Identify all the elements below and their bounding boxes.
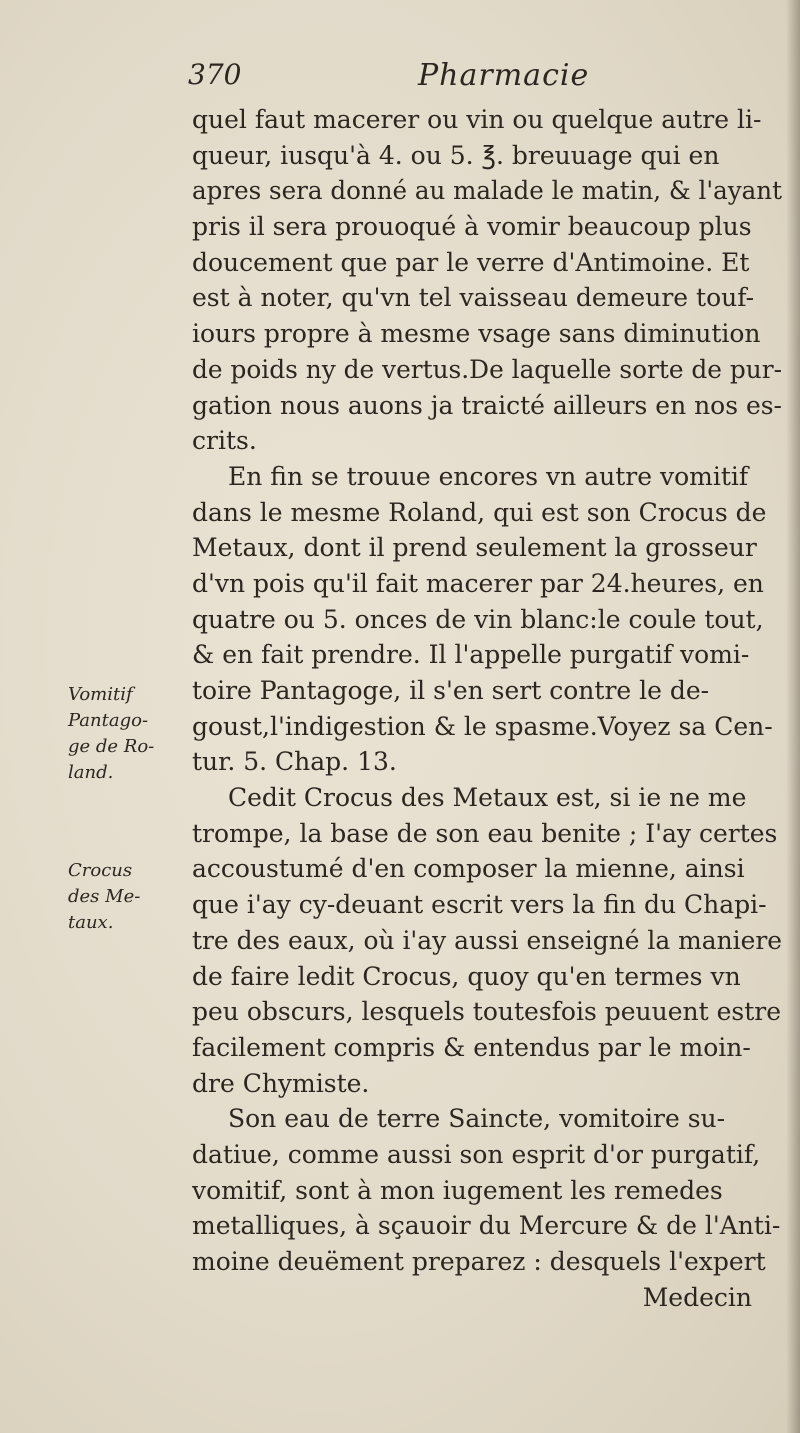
margin-note-line: Vomitif bbox=[68, 684, 133, 705]
page-number: 370 bbox=[188, 58, 242, 91]
text-line: trompe, la base de son eau benite ; I'ay certes bbox=[192, 818, 778, 848]
text-line: dans le mesme Roland, qui est son Crocus de bbox=[192, 497, 767, 527]
margin-note-line: des Me- bbox=[68, 886, 141, 907]
text-line: goust,l'indigestion & le spasme.Voyez sa Cen- bbox=[192, 711, 773, 741]
text-line: metalliques, à sçauoir du Mercure & de l'Anti- bbox=[192, 1211, 781, 1241]
text-line: gation nous auons ja traicté ailleurs en nos es- bbox=[192, 390, 782, 420]
text-line: Cedit Crocus des Metaux est, si ie ne me bbox=[228, 783, 747, 813]
text-line: Metaux, dont il prend seulement la grosseur bbox=[192, 533, 757, 563]
margin-note-line: land. bbox=[68, 762, 114, 783]
text-line: doucement que par le verre d'Antimoine. Et bbox=[192, 247, 750, 277]
text-line: quel faut macerer ou vin ou quelque autre li- bbox=[192, 105, 762, 134]
text-line: apres sera donné au malade le matin, & l'ayant bbox=[192, 176, 782, 206]
text-line: dre Chymiste. bbox=[192, 1068, 370, 1098]
text-line: moine deuëment preparez : desquels l'expert bbox=[192, 1247, 766, 1276]
text-line: & en fait prendre. Il l'appelle purgatif vomi- bbox=[192, 640, 750, 670]
text-line: Son eau de terre Saincte, vomitoire su- bbox=[228, 1104, 726, 1134]
text-line: accoustumé d'en composer la mienne, ainsi bbox=[192, 854, 745, 884]
body-text bbox=[192, 102, 792, 1315]
text-line: pris il sera prouoqué à vomir beaucoup plus bbox=[192, 212, 752, 242]
text-line: facilement compris & entendus par le moin- bbox=[192, 1032, 751, 1062]
margin-note-line: Crocus bbox=[68, 860, 133, 881]
text-line: d'vn pois qu'il fait macerer par 24.heures, en bbox=[192, 568, 764, 598]
text-line: de faire ledit Crocus, quoy qu'en termes vn bbox=[192, 961, 741, 991]
text-line: En fin se trouue encores vn autre vomitif bbox=[228, 461, 749, 491]
page-header bbox=[188, 58, 788, 98]
text-line: datiue, comme aussi son esprit d'or purgatif, bbox=[192, 1139, 761, 1169]
text-line: vomitif, sont à mon iugement les remedes bbox=[192, 1175, 723, 1205]
text-line: queur, iusqu'à 4. ou 5. ℥. breuuage qui en bbox=[192, 140, 720, 170]
running-head: Pharmacie bbox=[418, 58, 590, 93]
text-line: toire Pantagoge, il s'en sert contre le de- bbox=[192, 676, 710, 705]
text-line: iours propre à mesme vsage sans diminution bbox=[192, 319, 761, 349]
text-line: quatre ou 5. onces de vin blanc:le coule tout, bbox=[192, 604, 764, 634]
text-line: de poids ny de vertus.De laquelle sorte de pur- bbox=[192, 354, 782, 384]
margin-note-line: ge de Ro- bbox=[68, 736, 155, 757]
margin-note-crocus bbox=[68, 858, 180, 936]
text-line: peu obscurs, lesquels toutesfois peuuent estre bbox=[192, 997, 782, 1027]
text-line: crits. bbox=[192, 426, 257, 456]
text-line: tur. 5. Chap. 13. bbox=[192, 747, 397, 777]
margin-note-line: Pantago- bbox=[68, 710, 149, 731]
text-line: est à noter, qu'vn tel vaisseau demeure touf- bbox=[192, 283, 755, 313]
margin-note-vomitif bbox=[68, 682, 180, 786]
text-line: Medecin bbox=[642, 1282, 752, 1312]
text-line: que i'ay cy-deuant escrit vers la fin du Chapi- bbox=[192, 890, 767, 920]
text-line: tre des eaux, où i'ay aussi enseigné la maniere bbox=[192, 925, 782, 955]
margin-note-line: taux. bbox=[68, 912, 114, 933]
